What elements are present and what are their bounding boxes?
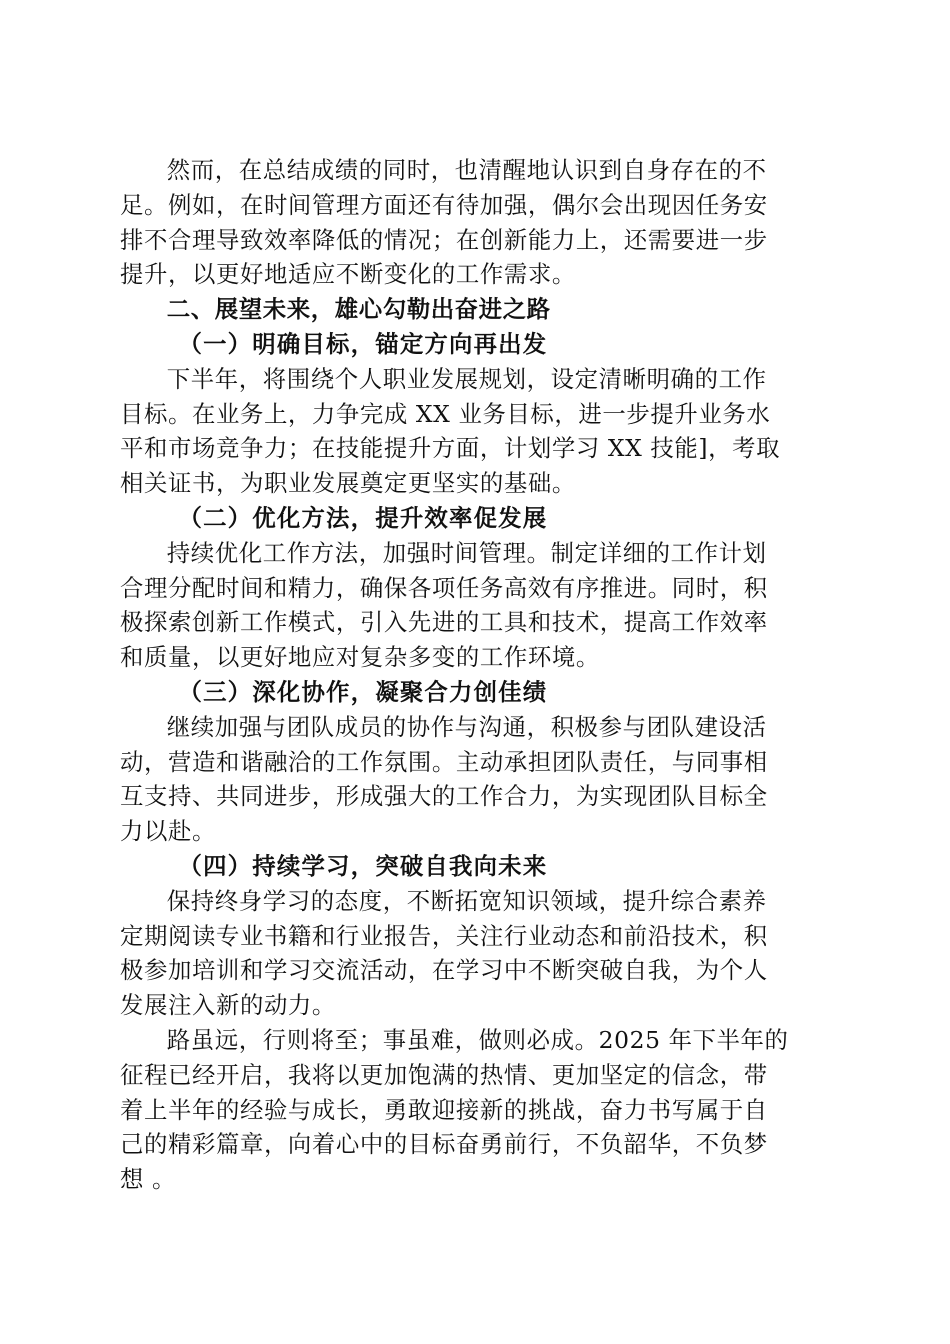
paragraph-conclusion: 路虽远，行则将至；事虽难，做则必成。2025 年下半年的 征程已经开启，我将以更加饱满的热情、更加坚定的信念，带 着上半年的经验与成长，勇敢迎接新的挑战，奋力书写属于自 己的精彩篇章，向着心中的目标奋勇前行，不负韶华，不负梦 想 。 — [120, 1025, 789, 1194]
subheading-collaboration: （三）深化协作，凝聚合力创佳绩 — [178, 677, 548, 706]
document-body — [120, 153, 826, 1197]
subheading-learning: （四）持续学习，突破自我向未来 — [178, 851, 548, 880]
paragraph-methods: 持续优化工作方法，加强时间管理。制定详细的工作计划 合理分配时间和精力，确保各项任务高效有序推进。同时，积 极探索创新工作模式，引入先进的工具和技术，提高工作效率 和质量，以更好地应对复杂多变的工作环境。 — [120, 538, 768, 672]
subheading-methods: （二）优化方法，提升效率促发展 — [178, 503, 548, 532]
paragraph-shortcomings: 然而，在总结成绩的同时，也清醒地认识到自身存在的不 足。例如，在时间管理方面还有待加强，偶尔会出现因任务安 排不合理导致效率降低的情况；在创新能力上，还需要进一步 提升，以更好地适应不断变化的工作需求。 — [120, 156, 768, 289]
paragraph-collaboration: 继续加强与团队成员的协作与沟通，积极参与团队建设活 动，营造和谐融洽的工作氛围。主动承担团队责任，与同事相 互支持、共同进步，形成强大的工作合力，为实现团队目标全 力以赴。 — [120, 712, 768, 846]
section-heading-outlook: 二、展望未来，雄心勾勒出奋进之路 — [166, 295, 551, 324]
paragraph-learning: 保持终身学习的态度，不断拓宽知识领域，提升综合素养 定期阅读专业书籍和行业报告，关注行业动态和前沿技术，积 极参加培训和学习交流活动，在学习中不断突破自我，为个人 发展注入新的动力。 — [120, 886, 768, 1020]
paragraph-goals: 下半年，将围绕个人职业发展规划，设定清晰明确的工作 目标。在业务上，力争完成 XX 业务目标，进一步提升业务水 平和市场竞争力；在技能提升方面，计划学习 XX 技能]，考取 相关证书，为职业发展奠定更坚实的基础。 — [120, 364, 781, 498]
subheading-goals: （一）明确目标，锚定方向再出发 — [178, 329, 548, 358]
